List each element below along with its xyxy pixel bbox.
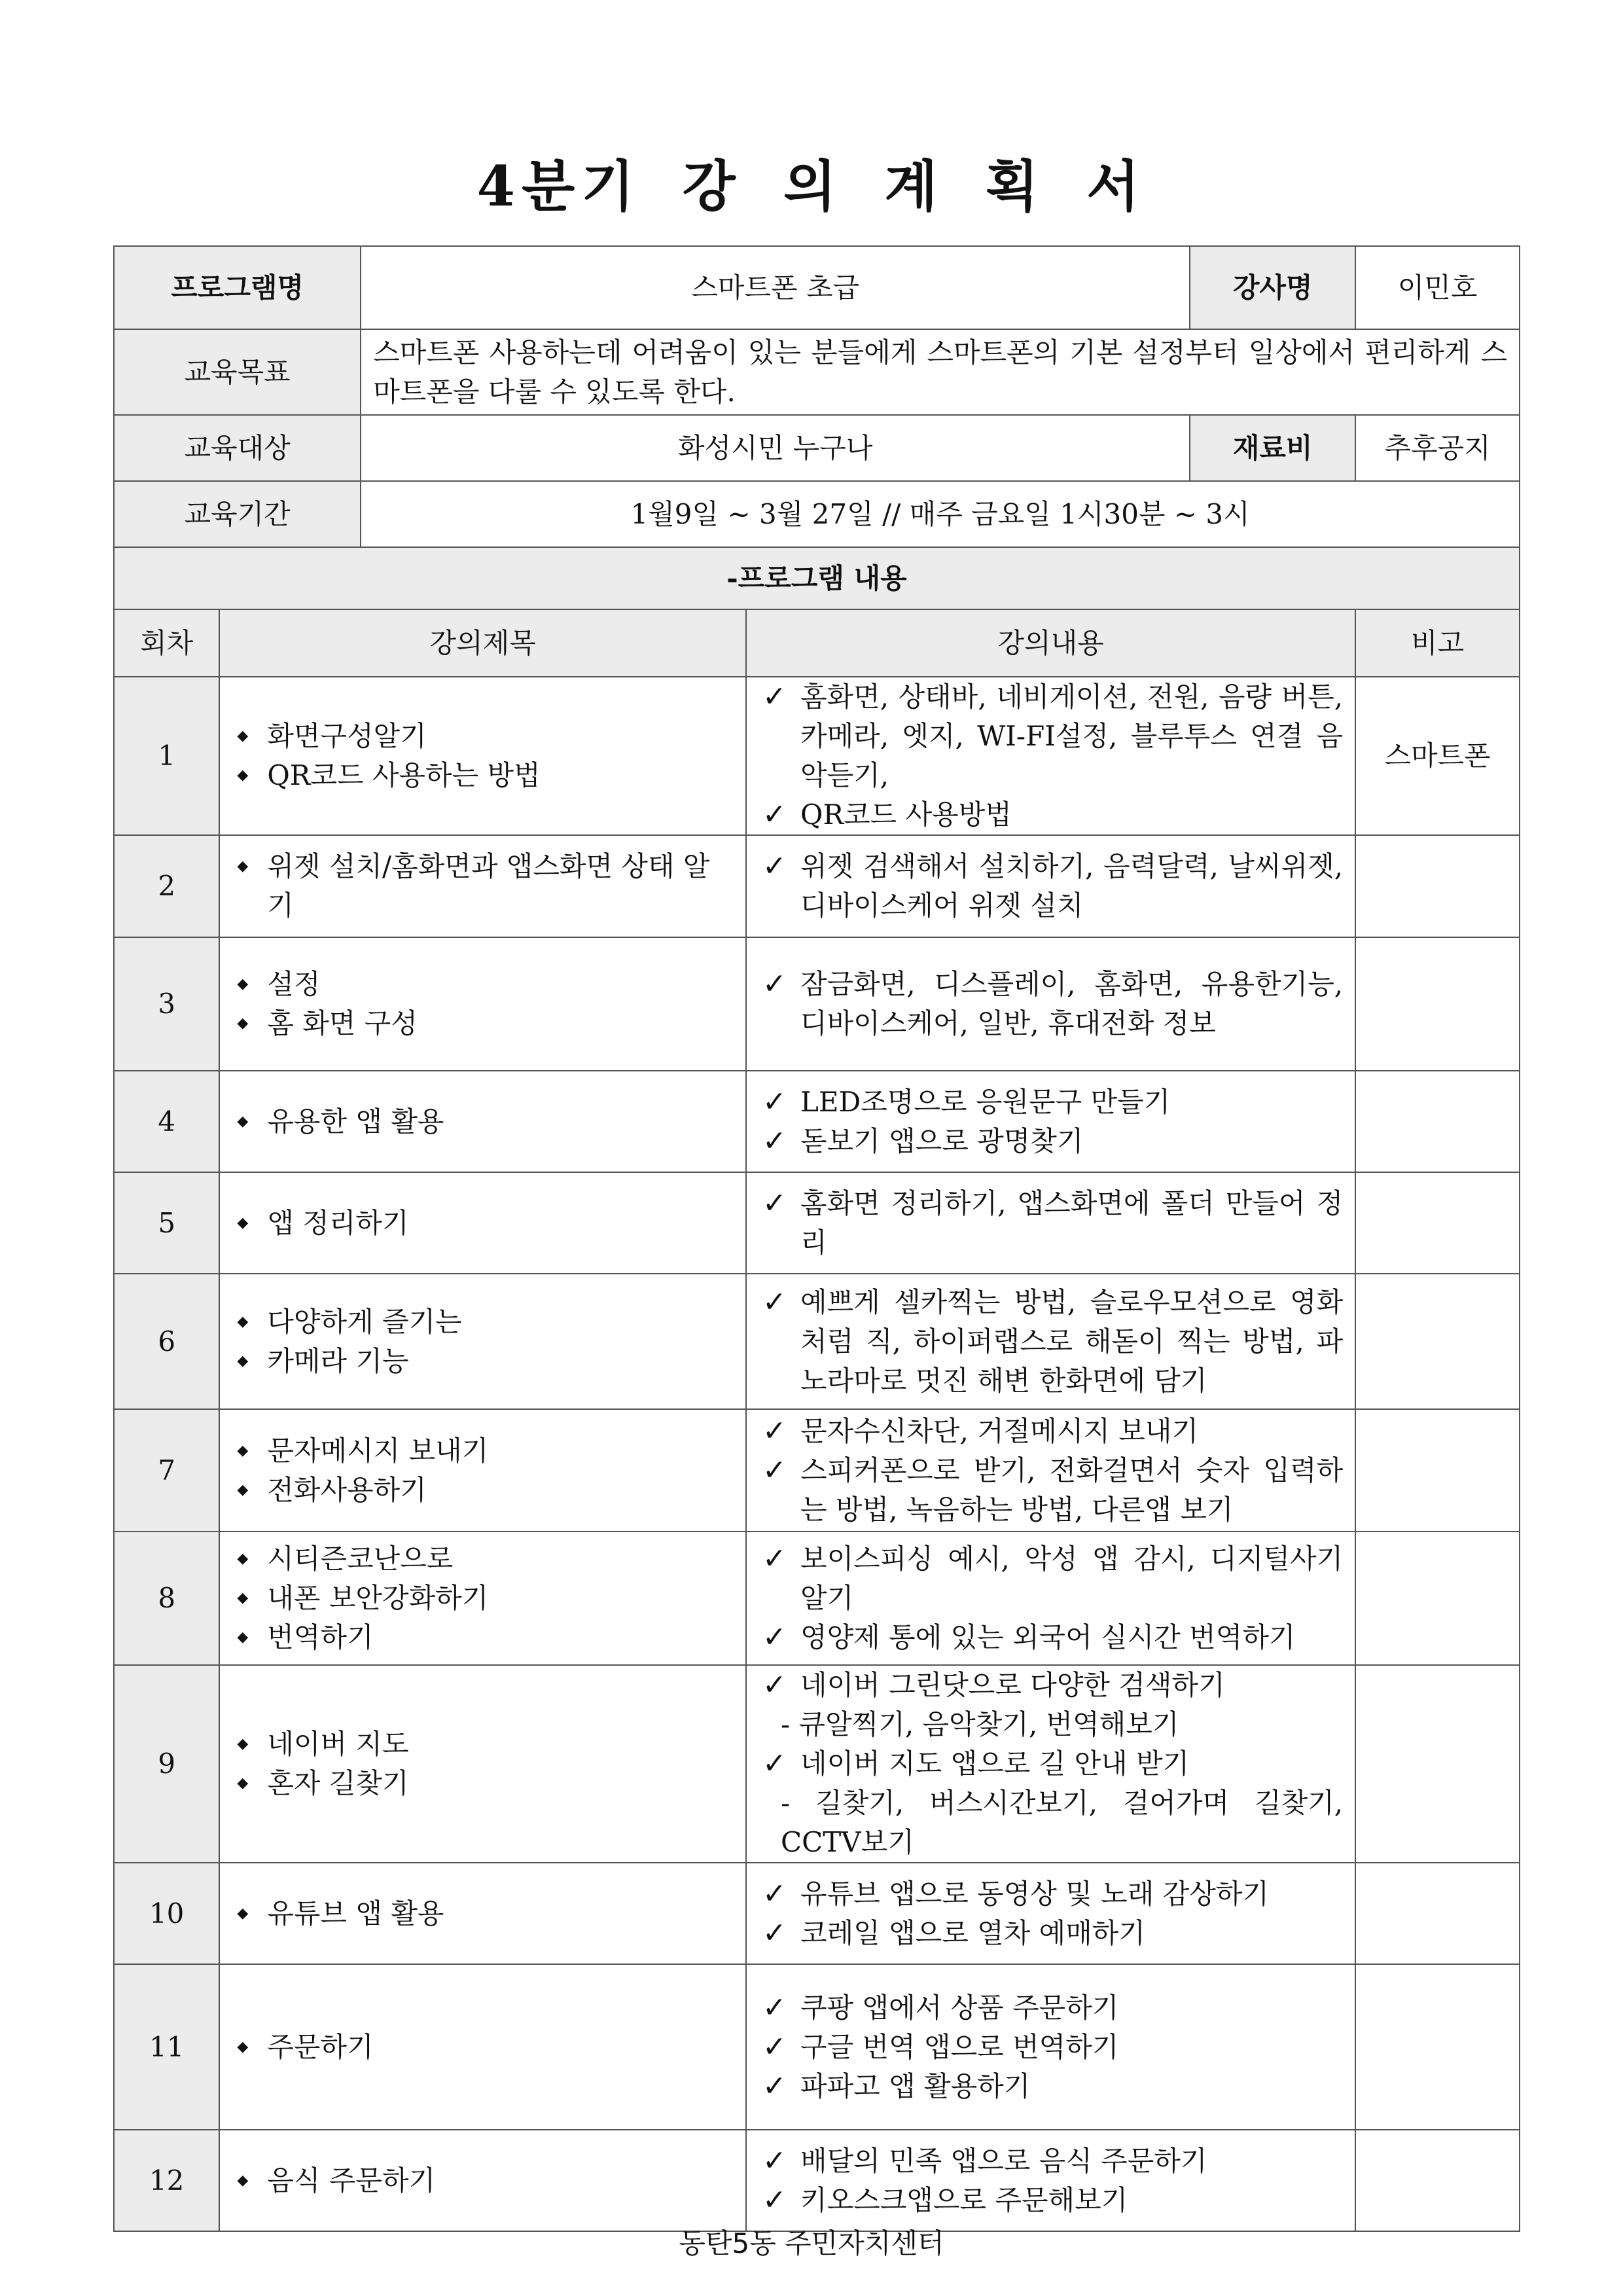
session-note	[1355, 1409, 1520, 1532]
session-titles	[219, 1071, 746, 1172]
period-label: 교육기간	[114, 481, 361, 547]
session-content-item: ✓ 네이버 지도 앱으로 길 안내 받기	[758, 1744, 1343, 1784]
session-contents	[746, 1274, 1355, 1409]
session-number: 7	[114, 1409, 219, 1532]
session-row	[114, 1863, 1520, 1964]
session-content-item: ✓ LED조명으로 응원문구 만들기	[758, 1083, 1343, 1122]
fee-label: 재료비	[1190, 415, 1355, 481]
session-row	[114, 835, 1520, 937]
col-lecture-title: 강의제목	[219, 609, 746, 677]
session-title-item: ◆ 홈 화면 구성	[232, 1004, 734, 1043]
session-contents	[746, 1863, 1355, 1964]
session-title-item: ◆ 혼자 길찾기	[232, 1764, 734, 1803]
session-note	[1355, 2130, 1520, 2231]
col-lecture-content: 강의내용	[746, 609, 1355, 677]
session-titles	[219, 1409, 746, 1532]
session-row	[114, 1532, 1520, 1665]
session-content-item: ✓ 문자수신차단, 거절메시지 보내기	[758, 1412, 1343, 1451]
session-titles	[219, 677, 746, 835]
session-title-item: ◆ 다양하게 즐기는	[232, 1302, 734, 1342]
session-rows	[114, 677, 1520, 2231]
session-contents	[746, 1964, 1355, 2130]
session-note: 스마트폰	[1355, 677, 1520, 835]
session-number: 4	[114, 1071, 219, 1172]
session-title-item: ◆ 전화사용하기	[232, 1471, 734, 1510]
session-row	[114, 1409, 1520, 1532]
session-number: 9	[114, 1665, 219, 1863]
column-header-row	[114, 609, 1520, 677]
session-contents	[746, 677, 1355, 835]
session-note	[1355, 1172, 1520, 1274]
session-content-item: ✓ 홈화면 정리하기, 앱스화면에 폴더 만들어 정리	[758, 1184, 1343, 1263]
session-number: 12	[114, 2130, 219, 2231]
session-note	[1355, 835, 1520, 937]
session-titles	[219, 1172, 746, 1274]
session-content-item: ✓ 영양제 통에 있는 외국어 실시간 번역하기	[758, 1618, 1343, 1657]
col-session: 회차	[114, 609, 219, 677]
session-title-item: ◆ 음식 주문하기	[232, 2161, 734, 2200]
info-row-program	[114, 246, 1520, 329]
session-content-item: - 큐알찍기, 음악찾기, 번역해보기	[781, 1708, 1179, 1740]
session-content-item: ✓ QR코드 사용방법	[758, 795, 1343, 834]
session-row	[114, 2130, 1520, 2231]
session-contents	[746, 1071, 1355, 1172]
session-content-item: ✓ 위젯 검색해서 설치하기, 음력달력, 날씨위젯, 디바이스케어 위젯 설치	[758, 847, 1343, 925]
session-title-item: ◆ 앱 정리하기	[232, 1204, 734, 1243]
session-row	[114, 1274, 1520, 1409]
session-number: 1	[114, 677, 219, 835]
session-note	[1355, 1863, 1520, 1964]
session-note	[1355, 1274, 1520, 1409]
session-row	[114, 1964, 1520, 2130]
info-row-target	[114, 415, 1520, 481]
session-title-item: ◆ 위젯 설치/홈화면과 앱스화면 상태 알기	[232, 847, 734, 925]
session-number: 10	[114, 1863, 219, 1964]
goal-label: 교육목표	[114, 329, 361, 415]
session-content-item: ✓ 홈화면, 상태바, 네비게이션, 전원, 음량 버튼, 카메라, 엣지, WI-FI설정, 블루투스 연결 음악듣기,	[758, 677, 1343, 795]
fee-value: 추후공지	[1355, 415, 1520, 481]
session-number: 2	[114, 835, 219, 937]
session-content-item: ✓ 예쁘게 셀카찍는 방법, 슬로우모션으로 영화처럼 직, 하이퍼랩스로 해돋이 찍는 방법, 파노라마로 멋진 해변 한화면에 담기	[758, 1283, 1343, 1401]
session-title-item: ◆ 시티즌코난으로	[232, 1539, 734, 1579]
session-titles	[219, 1964, 746, 2130]
session-contents	[746, 835, 1355, 937]
target-value: 화성시민 누구나	[361, 415, 1190, 481]
session-row	[114, 937, 1520, 1071]
session-titles	[219, 937, 746, 1071]
session-content-item: - 길찾기, 버스시간보기, 걸어가며 길찾기, CCTV보기	[781, 1787, 1344, 1858]
session-content-item: ✓ 코레일 앱으로 열차 예매하기	[758, 1914, 1343, 1953]
session-row	[114, 1665, 1520, 1863]
session-titles	[219, 1274, 746, 1409]
session-title-item: ◆ 내폰 보안강화하기	[232, 1579, 734, 1618]
session-content-item: ✓ 파파고 앱 활용하기	[758, 2067, 1343, 2106]
session-note	[1355, 1532, 1520, 1665]
session-number: 11	[114, 1964, 219, 2130]
session-note	[1355, 937, 1520, 1071]
session-content-item: ✓ 잠금화면, 디스플레이, 홈화면, 유용한기능, 디바이스케어, 일반, 휴대전화 정보	[758, 965, 1343, 1043]
session-row	[114, 1172, 1520, 1274]
goal-value: 스마트폰 사용하는데 어려움이 있는 분들에게 스마트폰의 기본 설정부터 일상에서 편리하게 스마트폰을 다룰 수 있도록 한다.	[361, 329, 1520, 415]
session-content-item: ✓ 돋보기 앱으로 광명찾기	[758, 1122, 1343, 1161]
session-title-item: ◆ 번역하기	[232, 1618, 734, 1657]
session-note	[1355, 1071, 1520, 1172]
instructor-label: 강사명	[1190, 246, 1355, 329]
session-contents	[746, 2130, 1355, 2231]
info-row-period	[114, 481, 1520, 547]
section-title: -프로그램 내용	[114, 547, 1520, 609]
session-contents	[746, 1665, 1355, 1863]
footer-org-name: 동탄5동 주민자치센터	[679, 2227, 944, 2259]
col-note: 비고	[1355, 609, 1520, 677]
target-label: 교육대상	[114, 415, 361, 481]
session-content-item: ✓ 보이스피싱 예시, 악성 앱 감시, 디지털사기 알기	[758, 1539, 1343, 1618]
session-titles	[219, 835, 746, 937]
program-value: 스마트폰 초급	[361, 246, 1190, 329]
session-number: 8	[114, 1532, 219, 1665]
session-titles	[219, 1665, 746, 1863]
section-header-row	[114, 547, 1520, 609]
session-titles	[219, 1532, 746, 1665]
session-number: 5	[114, 1172, 219, 1274]
session-row	[114, 677, 1520, 835]
session-title-item: ◆ 네이버 지도	[232, 1725, 734, 1764]
lecture-plan-table	[113, 245, 1520, 2232]
session-row	[114, 1071, 1520, 1172]
session-titles	[219, 1863, 746, 1964]
session-title-item: ◆ 주문하기	[232, 2028, 734, 2067]
session-content-item: ✓ 구글 번역 앱으로 번역하기	[758, 2028, 1343, 2067]
session-number: 3	[114, 937, 219, 1071]
session-content-item: ✓ 키오스크앱으로 주문해보기	[758, 2181, 1343, 2220]
session-title-item: ◆ 유용한 앱 활용	[232, 1102, 734, 1141]
session-title-item: ◆ 유튜브 앱 활용	[232, 1894, 734, 1933]
document-title: 4분기 강 의 계 획 서	[476, 154, 1147, 219]
session-title-item: ◆ 화면구성알기	[232, 717, 734, 756]
session-note	[1355, 1964, 1520, 2130]
session-contents	[746, 1532, 1355, 1665]
session-note	[1355, 1665, 1520, 1863]
session-content-item: ✓ 네이버 그린닷으로 다양한 검색하기	[758, 1666, 1343, 1705]
session-contents	[746, 1409, 1355, 1532]
session-title-item: ◆ 카메라 기능	[232, 1342, 734, 1381]
session-number: 6	[114, 1274, 219, 1409]
session-content-item: ✓ 배달의 민족 앱으로 음식 주문하기	[758, 2142, 1343, 2181]
session-title-item: ◆ 설정	[232, 965, 734, 1004]
session-contents	[746, 937, 1355, 1071]
session-content-item: ✓ 쿠팡 앱에서 상품 주문하기	[758, 1988, 1343, 2028]
session-title-item: ◆ QR코드 사용하는 방법	[232, 756, 734, 795]
session-title-item: ◆ 문자메시지 보내기	[232, 1431, 734, 1471]
instructor-value: 이민호	[1355, 246, 1520, 329]
session-contents	[746, 1172, 1355, 1274]
info-row-goal	[114, 329, 1520, 415]
program-label: 프로그램명	[114, 246, 361, 329]
session-titles	[219, 2130, 746, 2231]
period-value: 1월9일 ~ 3월 27일 // 매주 금요일 1시30분 ~ 3시	[361, 481, 1520, 547]
session-content-item: ✓ 유튜브 앱으로 동영상 및 노래 감상하기	[758, 1874, 1343, 1914]
session-content-item: ✓ 스피커폰으로 받기, 전화걸면서 숫자 입력하는 방법, 녹음하는 방법, 다른앱 보기	[758, 1451, 1343, 1530]
